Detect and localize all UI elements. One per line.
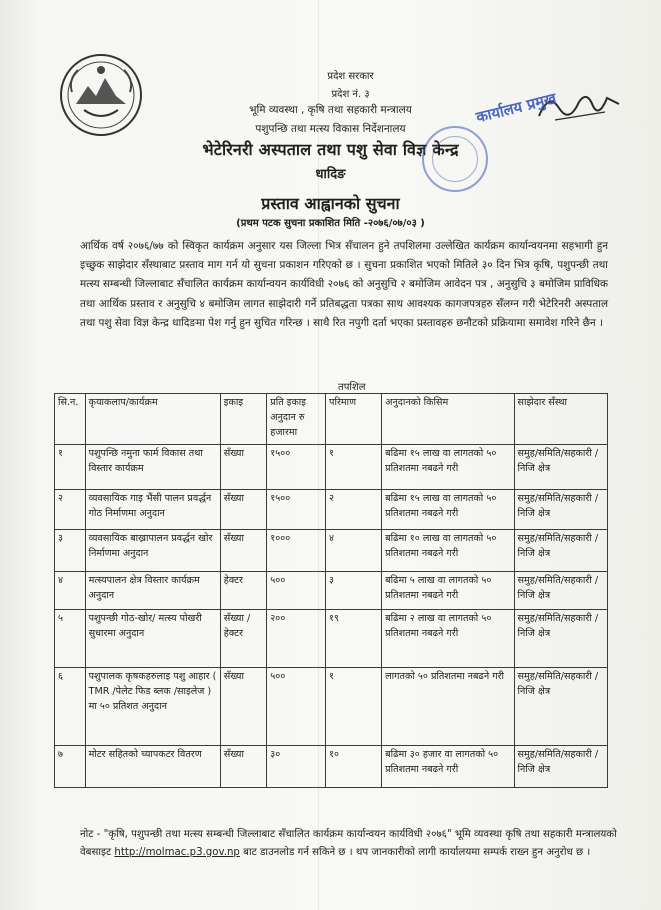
cell-sn: ७ xyxy=(55,746,86,788)
cell-partner: समुह/समिति/सहकारी /निजि क्षेत्र xyxy=(514,572,607,610)
cell-grant-type: बढिमा १५ लाख वा लागतको ५० प्रतिशतमा नबढने गरी xyxy=(382,445,514,490)
table-row xyxy=(55,610,608,668)
notice-subtitle: (प्रथम पटक सुचना प्रकाशित मिति -२०७६/०७/०३ ) xyxy=(236,218,425,229)
cell-quantity: २ xyxy=(326,490,382,530)
cell-activity: व्यवसायिक गाइ भैंसी पालन प्रवर्द्धन गोठ निर्माणमा अनुदान xyxy=(85,490,220,530)
header-government: प्रदेश सरकार xyxy=(327,71,374,82)
cell-sn: १ xyxy=(55,445,86,490)
cell-partner: समुह/समिति/सहकारी /निजि क्षेत्र xyxy=(514,490,607,530)
cell-activity: मत्स्यपालन क्षेत्र विस्तार कार्यक्रम अनुदान xyxy=(85,572,220,610)
col-activity: कृयाकलाप/कार्यक्रम xyxy=(85,394,220,445)
table-row xyxy=(55,445,608,490)
header-ministry: भूमि व्यवस्था , कृषि तथा सहकारी मन्त्रालय xyxy=(249,104,412,116)
cell-grant-type: बढिमा ५ लाख वा लागतको ५० प्रतिशतमा नबढने गरी xyxy=(382,572,514,610)
header-directorate: पशुपन्छि तथा मत्स्य विकास निर्देशनालय xyxy=(255,123,406,135)
cell-grant-type: बढिमा ३० हजार वा लागतको ५० प्रतिशतमा नबढने गरी xyxy=(382,746,514,788)
cell-activity: व्यवसायिक बाख्रापालन प्रवर्द्धन खोर निर्माणमा अनुदान xyxy=(85,530,220,572)
cell-activity: पशुपन्छी गोठ-खोर/ मत्स्य पोखरी सुधारमा अनुदान xyxy=(85,610,220,668)
table-caption: तपशिल xyxy=(338,382,366,393)
program-table xyxy=(54,393,608,788)
cell-grant-type: लागतको ५० प्रतिशतमा नबढने गरी xyxy=(382,668,514,746)
table-row xyxy=(55,490,608,530)
office-head-stamp: कार्यालय प्रमुख xyxy=(474,89,559,127)
cell-rate: ५०० xyxy=(267,572,326,610)
footer-note-prefix: नोट - "कृषि, पशुपन्छी तथा मत्स्य सम्बन्धी जिल्लाबाट सँचालित कार्यक्रम कार्यान्वयन कार्यविधी २०७६" भूमि व्यवस्था कृषि तथा सहकारी मन्त्रालयको वेबसाइट xyxy=(80,829,617,858)
cell-unit: सँख्या xyxy=(220,746,266,788)
cell-unit: सँख्या / हेक्टर xyxy=(220,610,266,668)
cell-sn: ३ xyxy=(55,530,86,572)
cell-quantity: १ xyxy=(326,445,382,490)
footer-note xyxy=(80,826,620,861)
cell-unit: सँख्या xyxy=(220,445,266,490)
table-row xyxy=(55,668,608,746)
cell-unit: हेक्टर xyxy=(220,572,266,610)
header-location: धादिङ xyxy=(315,167,346,182)
col-partner: साझेदार सँस्था xyxy=(514,394,607,445)
cell-unit: सँख्या xyxy=(220,668,266,746)
office-round-stamp xyxy=(422,126,488,192)
col-sn: सि.न. xyxy=(55,394,86,445)
col-unit: इकाइ xyxy=(220,394,266,445)
cell-rate: ३० xyxy=(267,746,326,788)
cell-partner: समुह/समिति/सहकारी /निजि क्षेत्र xyxy=(514,445,607,490)
cell-activity: मोटर सहितको च्यापकटर वितरण xyxy=(85,746,220,788)
cell-unit: सँख्या xyxy=(220,530,266,572)
table-row xyxy=(55,572,608,610)
cell-activity: पशुपालक कृषकहरुलाइ पशु आहार ( TMR /पेलेट फिड ब्लक /साइलेज ) मा ५० प्रतिशत अनुदान xyxy=(85,668,220,746)
cell-partner: समुह/समिति/सहकारी /निजि क्षेत्र xyxy=(514,610,607,668)
cell-grant-type: बढिमा २ लाख वा लागतको ५० प्रतिशतमा नबढने गरी xyxy=(382,610,514,668)
table-row xyxy=(55,530,608,572)
col-grant-type: अनुदानको किसिम xyxy=(382,394,514,445)
footer-note-suffix: बाट डाउनलोड गर्न सकिने छ । थप जानकारीको लागी कार्यालयमा सम्पर्क राख्न हुन अनुरोध छ । xyxy=(243,846,591,858)
cell-partner: समुह/समिति/सहकारी /निजि क्षेत्र xyxy=(514,530,607,572)
cell-sn: २ xyxy=(55,490,86,530)
cell-partner: समुह/समिति/सहकारी /निजि क्षेत्र xyxy=(514,746,607,788)
header-province: प्रदेश नं. ३ xyxy=(331,89,370,100)
cell-rate: २०० xyxy=(267,610,326,668)
table-row xyxy=(55,746,608,788)
cell-rate: १५०० xyxy=(267,445,326,490)
col-quantity: परिमाण xyxy=(326,394,382,445)
header-office: भेटेरिनरी अस्पताल तथा पशु सेवा विज्ञ केन्द्र xyxy=(202,140,459,159)
notice-body xyxy=(80,237,608,333)
cell-quantity: १० xyxy=(326,746,382,788)
cell-grant-type: बढिमा १० लाख वा लागतको ५० प्रतिशतमा नबढने गरी xyxy=(382,530,514,572)
cell-unit: सँख्या xyxy=(220,490,266,530)
cell-rate: १५०० xyxy=(267,490,326,530)
cell-quantity: १९ xyxy=(326,610,382,668)
notice-title: प्रस्ताव आह्वानको सुचना xyxy=(261,194,400,213)
cell-rate: १००० xyxy=(267,530,326,572)
cell-rate: ५०० xyxy=(267,668,326,746)
cell-sn: ५ xyxy=(55,610,86,668)
table-header-row xyxy=(55,394,608,445)
cell-grant-type: बढिमा १५ लाख वा लागतको ५० प्रतिशतमा नबढने गरी xyxy=(382,490,514,530)
cell-quantity: १ xyxy=(326,668,382,746)
cell-activity: पशुपन्छि नमुना फार्म विकास तथा विस्तार कार्यक्रम xyxy=(85,445,220,490)
website-link[interactable]: http://molmac.p3.gov.np xyxy=(114,846,240,858)
notice-paragraph: आर्थिक वर्ष २०७६/७७ को स्विकृत कार्यक्रम अनुसार यस जिल्ला भित्र सँचालन हुने तपशिलमा उल्लेखित कार्यक्रम कार्यान्वयनमा सहभागी हुन इच्छुक साझेदार सँस्थाबाट प्रस्ताव माग गर्न यो सुचना प्रकाशन गरिएको छ । सुचना प्रकाशित भएको मितिले ३० दिन भित्र कृषि, पशुपन्छी तथा मत्स्य सम्बन्धी जिल्लाबाट सँचालित कार्यक्रम कार्यान्वयन कार्यविधी २०७६ को अनुसुचि २ बमोजिम आवेदन पत्र , अनुसुचि ३ बमोजिम प्राविधिक तथा आर्थिक प्रस्ताव र अनुसुचि ४ बमोजिम लागत साझेदारी गर्ने प्रतिबद्धता पत्रका साथ आवश्यक कागजपत्रहरु सँलग्न गरी भेटेरिनरी अस्पताल तथा पशु सेवा विज्ञ केन्द्र धादिङमा पेश गर्नु हुन सुचित गरिन्छ । साथै रित नपुगी दर्ता भएका प्रस्तावहरु छनौटको प्रक्रियामा समावेश गरिने छैन । xyxy=(80,240,608,329)
cell-sn: ६ xyxy=(55,668,86,746)
cell-quantity: ४ xyxy=(326,530,382,572)
cell-partner: समुह/समिति/सहकारी /निजि क्षेत्र xyxy=(514,668,607,746)
col-rate: प्रति इकाइ अनुदान रु हजारमा xyxy=(267,394,326,445)
cell-sn: ४ xyxy=(55,572,86,610)
cell-quantity: ३ xyxy=(326,572,382,610)
